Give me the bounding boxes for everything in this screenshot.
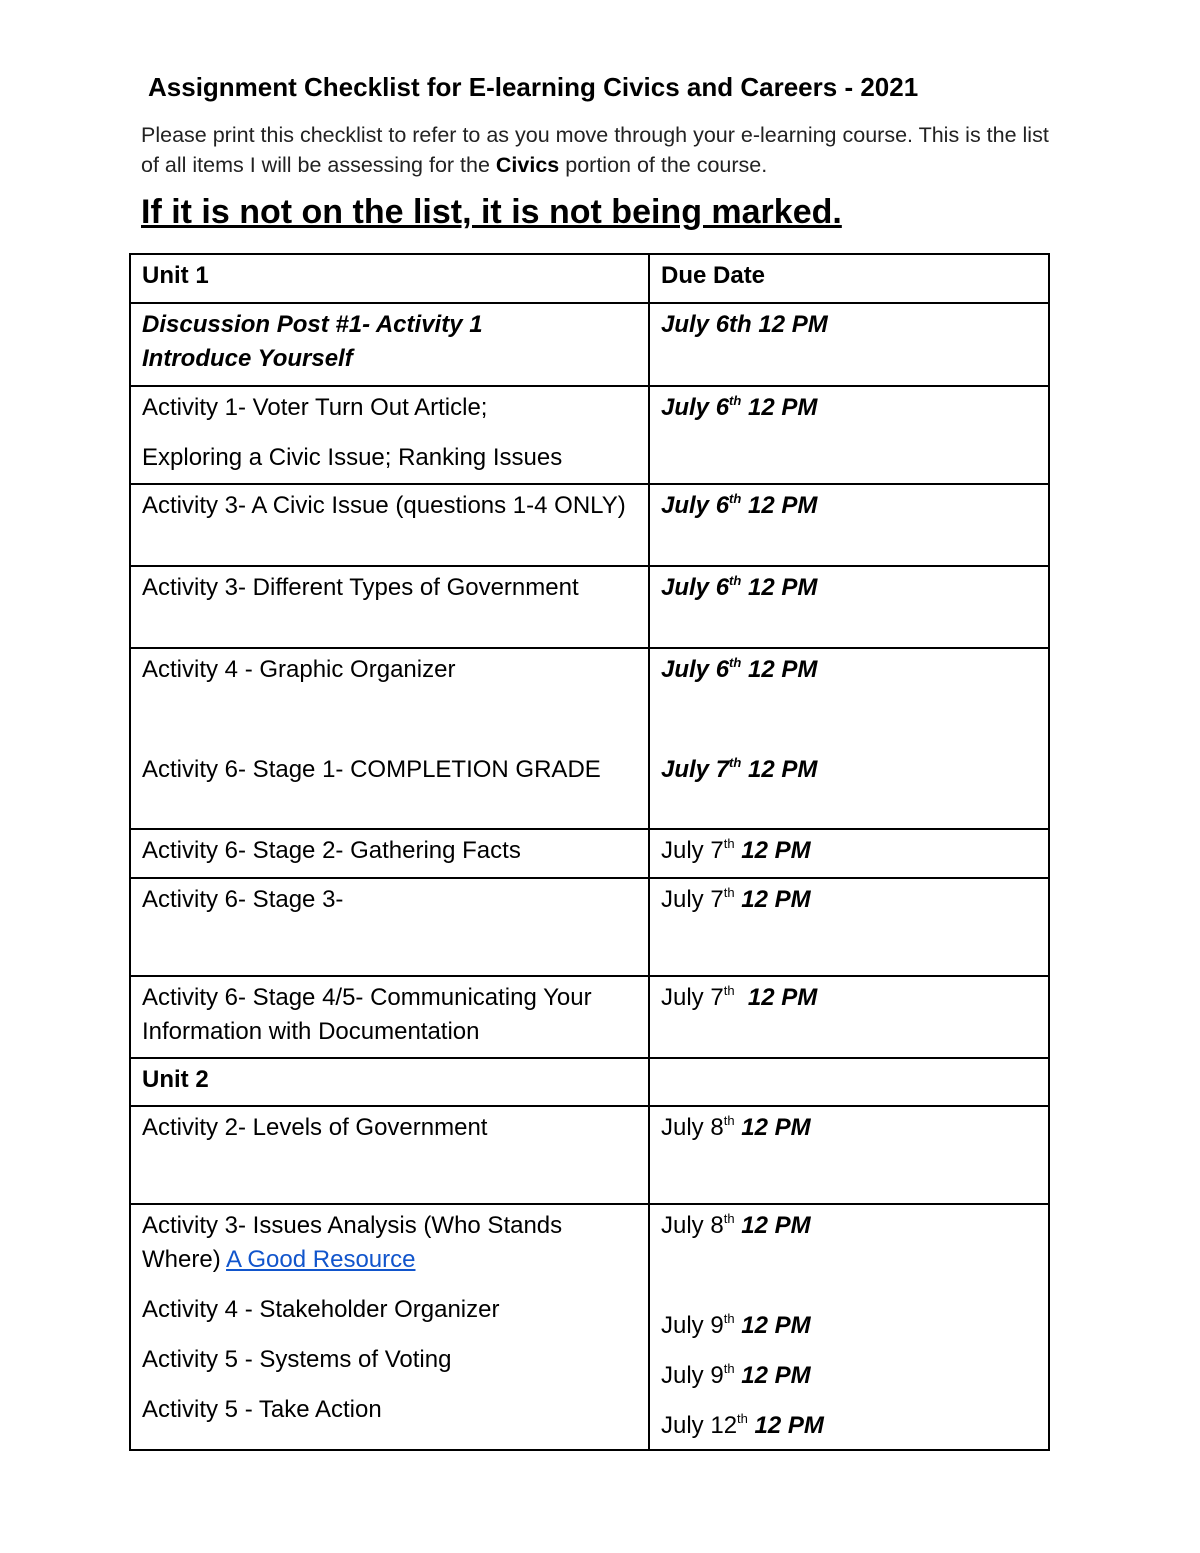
assignment-text: Activity 3- Issues Analysis (Who Stands Where) [142,1212,563,1273]
assignment-line: Activity 6- Stage 1- COMPLETION GRADE [142,756,601,783]
table-row [130,386,1049,484]
due-day: July 7 [661,984,724,1011]
due-day: July 6 [661,492,730,519]
due-suffix: th [723,1361,735,1376]
due-date-cell [649,1204,1049,1450]
due-time: 12 PM [734,837,811,864]
due-time: 12 PM [741,756,818,783]
intro-text-end: portion of the course. [559,153,768,177]
assignment-cell: Activity 6- Stage 2- Gathering Facts [130,829,649,878]
due-date-cell [649,829,1049,878]
due-line [661,1409,1037,1443]
page-title: Assignment Checklist for E-learning Civics and Careers - 2021 [148,72,919,102]
assignment-cell: Activity 2- Levels of Government [130,1106,649,1204]
due-suffix: th [737,1411,748,1426]
intro-text: Please print this checklist to refer to as you move through your e-learning course. This is the list of all items I will be assessing for the [141,123,1049,177]
assignment-line [142,1209,637,1277]
due-line [661,653,1037,753]
due-date-header: Due Date [649,254,1049,303]
due-day: July 6 [661,394,730,421]
due-line [661,753,1037,787]
assignment-cell: Activity 3- A Civic Issue (questions 1-4 ONLY) [130,484,649,566]
assignment-cell: Activity 3- Different Types of Government [130,566,649,648]
table-row [130,303,1049,386]
table-row [130,648,1049,829]
due-date-cell [649,976,1049,1058]
due-time: 12 PM [741,656,818,683]
table-row [130,484,1049,566]
due-suffix: th [723,1311,735,1326]
due-line [661,1359,1037,1393]
due-day: July 7 [661,837,724,864]
assignment-line: Discussion Post #1- Activity 1 [142,311,483,338]
due-time: 12 PM [734,1362,811,1389]
empty-cell [649,1058,1049,1106]
due-day: July 8 [661,1114,724,1141]
due-day: July 9 [661,1362,724,1389]
due-day: July 7 [661,886,724,913]
table-header-row [130,254,1049,303]
due-time: 12 PM [741,574,818,601]
unit-header: Unit 1 [130,254,649,303]
unit-row [130,1058,1049,1106]
due-suffix: th [729,755,742,770]
assignment-line: Activity 1- Voter Turn Out Article; [142,394,488,421]
warning-heading: If it is not on the list, it is not being marked. [141,193,842,231]
intro-paragraph [141,120,1061,180]
due-suffix: th [729,573,742,588]
assignment-line: Exploring a Civic Issue; Ranking Issues [142,444,563,471]
due-line [661,1209,1037,1243]
table-row [130,976,1049,1058]
due-date-cell [649,648,1049,829]
good-resource-link[interactable]: A Good Resource [226,1246,416,1273]
assignment-cell: Activity 6- Stage 4/5- Communicating Your Information with Documentation [130,976,649,1058]
due-time: 12 PM [741,492,818,519]
due-day: July 6 [661,574,730,601]
due-suffix: th [729,655,742,670]
due-time: 12 PM [747,1412,824,1439]
assignment-cell [130,1204,649,1450]
due-day: July 7 [661,756,730,783]
due-suffix: th [723,885,735,900]
assignment-line: Activity 5 - Take Action [142,1396,382,1423]
assignment-table [129,253,1050,1451]
assignment-line: Introduce Yourself [142,345,353,372]
due-time: 12 PM [734,1212,811,1239]
assignment-line: Activity 4 - Stakeholder Organizer [142,1296,500,1323]
due-date-cell [649,566,1049,648]
due-line [661,1309,1037,1343]
due-day: July 6 [661,656,730,683]
assignment-line: Activity 5 - Systems of Voting [142,1346,452,1373]
unit-2-header: Unit 2 [130,1058,649,1106]
due-suffix: th [723,836,735,851]
assignment-cell [130,303,649,386]
due-suffix: th [729,491,742,506]
due-day: July 8 [661,1212,724,1239]
due-suffix: th [729,393,742,408]
assignment-line: Activity 4 - Graphic Organizer [142,656,456,683]
table-row [130,566,1049,648]
due-suffix: th [723,983,735,998]
due-time: 12 PM [741,394,818,421]
table-row [130,878,1049,976]
due-time: 12 PM [734,1114,811,1141]
table-row [130,829,1049,878]
due-time: 12 PM [734,984,818,1011]
due-date-cell: July 6th 12 PM [649,303,1049,386]
assignment-cell [130,648,649,829]
due-suffix: th [723,1113,735,1128]
due-day: July 12 [661,1412,738,1439]
due-day: July 9 [661,1312,724,1339]
due-suffix: th [723,1211,735,1226]
assignment-cell: Activity 6- Stage 3- [130,878,649,976]
intro-bold: Civics [495,153,560,177]
due-time: 12 PM [734,886,811,913]
due-date-cell [649,484,1049,566]
assignment-cell [130,386,649,484]
due-date-cell [649,386,1049,484]
due-date-cell [649,1106,1049,1204]
table-row [130,1106,1049,1204]
due-date-cell [649,878,1049,976]
table-row [130,1204,1049,1450]
due-time: 12 PM [734,1312,811,1339]
